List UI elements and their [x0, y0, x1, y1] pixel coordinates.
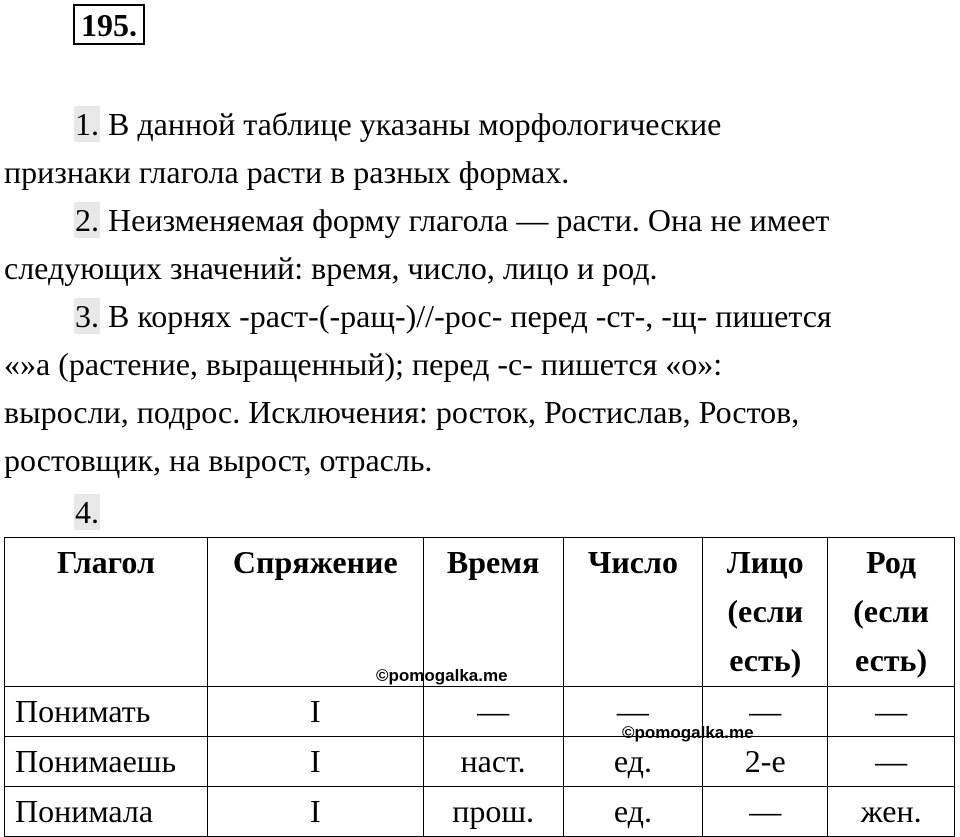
cell-person: —: [703, 787, 828, 837]
paragraph-3-number: 3.: [75, 298, 99, 334]
header-verb: Глагол: [5, 538, 208, 687]
cell-person: 2-е: [703, 737, 828, 787]
paragraph-2-line-1: Неизменяемая форму глагола — расти. Она не имеет: [100, 202, 830, 238]
cell-number: —: [563, 687, 703, 737]
paragraph-3-line-2: «»а (растение, выращенный); перед -с- пишется «о»:: [4, 346, 723, 382]
paragraph-3-line-1: В корнях -раст-(-ращ-)//-рос- перед -ст-, -щ- пишется: [100, 298, 832, 334]
paragraph-4: [4, 488, 954, 536]
paragraph-1-number: 1.: [75, 106, 99, 142]
header-tense: Время: [423, 538, 563, 687]
header-conjugation: Спряжение: [207, 538, 423, 687]
paragraph-1-line-1: В данной таблице указаны морфологические: [100, 106, 722, 142]
paragraph-3-line-4: ростовщик, на вырост, отрасль.: [4, 442, 433, 478]
header-number: Число: [563, 538, 703, 687]
table-row: [5, 687, 955, 737]
watermark: ©pomogalka.me: [376, 666, 508, 685]
cell-conjugation: I: [207, 787, 423, 837]
task-number: 195.: [73, 4, 145, 45]
header-person: Лицо (если есть): [703, 538, 828, 687]
paragraph-3: [4, 292, 954, 484]
cell-tense: —: [423, 687, 563, 737]
paragraph-2-line-2: следующих значений: время, число, лицо и род.: [4, 250, 658, 286]
table-row: [5, 737, 955, 787]
paragraph-2: [4, 196, 954, 292]
cell-verb: Понимаешь: [5, 737, 208, 787]
paragraph-1-line-2: признаки глагола расти в разных формах.: [4, 154, 570, 190]
cell-tense: прош.: [423, 787, 563, 837]
cell-gender: —: [828, 737, 955, 787]
cell-person: —: [703, 687, 828, 737]
watermark: ©pomogalka.me: [622, 723, 754, 742]
cell-number: ед.: [563, 787, 703, 837]
cell-verb: Понимала: [5, 787, 208, 837]
cell-number: ед.: [563, 737, 703, 787]
cell-tense: наст.: [423, 737, 563, 787]
paragraph-4-number: 4.: [75, 494, 99, 530]
paragraph-2-number: 2.: [75, 202, 99, 238]
table-header-row: [5, 538, 955, 687]
cell-conjugation: I: [207, 737, 423, 787]
paragraph-1: [4, 100, 954, 196]
verb-forms-table: [4, 537, 955, 837]
cell-verb: Понимать: [5, 687, 208, 737]
header-gender: Род (если есть): [828, 538, 955, 687]
cell-gender: жен.: [828, 787, 955, 837]
cell-conjugation: I: [207, 687, 423, 737]
table-row: [5, 787, 955, 837]
paragraph-3-line-3: выросли, подрос. Исключения: росток, Ростислав, Ростов,: [4, 394, 800, 430]
cell-gender: —: [828, 687, 955, 737]
